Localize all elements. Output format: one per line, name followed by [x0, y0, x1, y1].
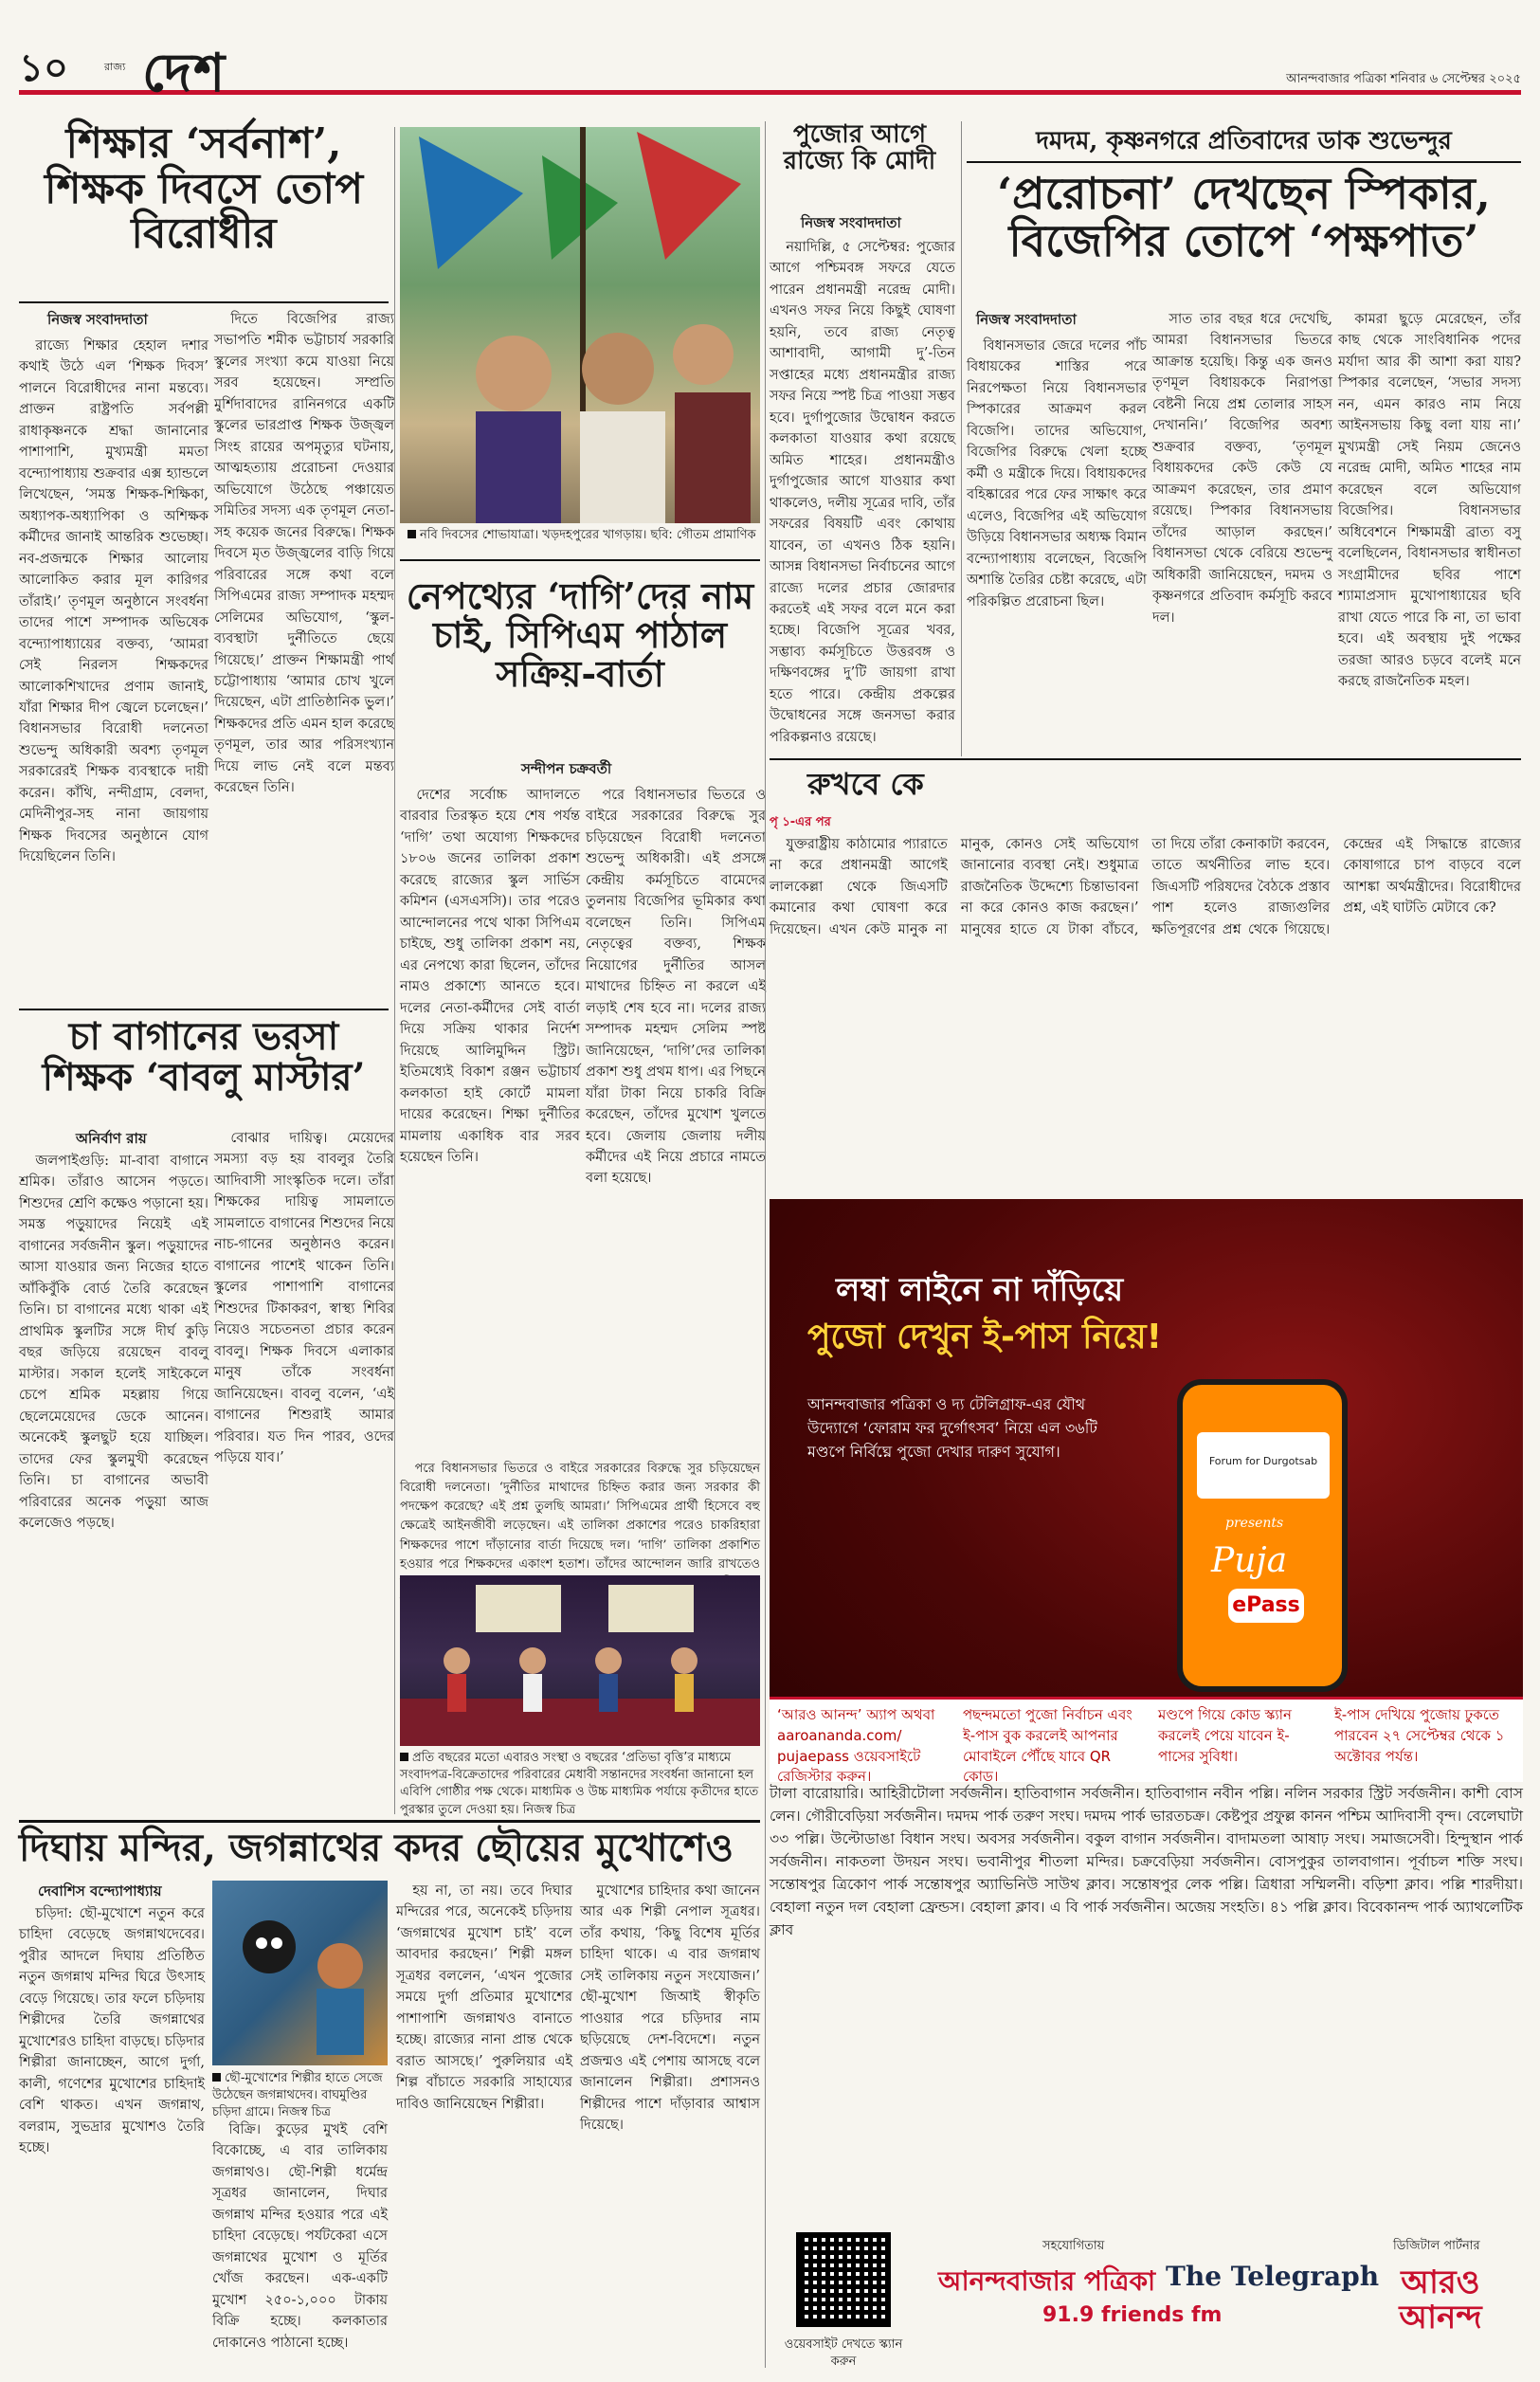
- article-body: [214, 309, 394, 1004]
- article-text: সাত তার বছর ধরে দেখেছি, আমরা বিধানসভার ভিতরে আক্রান্ত হয়েছি। কিন্তু এক জনও তৃণমূল বিধায়ককে নিরাপত্তা বেষ্টনী নিয়ে প্রশ্ন তোলার সাহস দেখাননি।’ বিজেপির অবশ্য শুক্রবার বক্তব্য, ‘তৃণমূল বিধায়কদের কেউ কেউ যে আক্রমণ করেছেন, তার প্রমাণ রয়েছে। স্পিকার বিধানসভায় তাঁদের আড়াল করছেন।’ বিধানসভা থেকে বেরিয়ে শুভেন্দু অধিকারী জানিয়েছেন, দমদম ও কৃষ্ণনগরে প্রতিবাদ কর্মসূচি করবে দল।: [1152, 312, 1332, 626]
- pandal-list: টালা বারোয়ারি। আহিরীটোলা সর্বজনীন। হাতিবাগান সর্বজনীন। হাতিবাগান নবীন পল্লি। নলিন সরকার স্ট্রিট সর্বজনীন। কাশী বোস লেন। গৌরীবেড়িয়া সর্বজনীন। দমদম পার্ক তরুণ সংঘ। দমদম পার্ক ভারতচক্র। কেষ্টপুর প্রফুল্ল কানন পশ্চিম আদিবাসী বৃন্দ। বেলেঘাটা ৩৩ পল্লি। উল্টোডাঙা বিধান সংঘ। অবসর সর্বজনীন। বকুল বাগান সর্বজনীন। বাদামতলা আষাঢ় সংঘ। সমাজসেবী। হিন্দুস্থান পার্ক সর্বজনীন। নাকতলা উদয়ন সংঘ। ভবানীপুর শীতলা মন্দির। চক্রবেড়িয়া সর্বজনীন। বোসপুকুর তালবাগান। পূর্বাচল শক্তি সংঘ। সন্তোষপুর ত্রিকোণ পার্ক সন্তোষপুর অ্যাভিনিউ সাউথ ক্লাব। সন্তোষপুর লেক পল্লি। ত্রিধারা সম্মিলনী। বড়িশা ক্লাব। পল্লি শারদীয়া। বেহালা নতুন দল বেহালা ফ্রেন্ডস। বেহালা ক্লাব। এ বি পার্ক সর্বজনীন। অজেয় সংহতি। ৪১ পল্লি ক্লাব। বিবেকানন্দ পার্ক অ্যাথলেটিক ক্লাব: [770, 1785, 1523, 1939]
- headline-speaker: ‘প্ররোচনা’ দেখছেন স্পিকার, বিজেপির তোপে ‘পক্ষপাত’: [997, 168, 1491, 266]
- article-body: [580, 1881, 760, 2368]
- mask-illustration: [212, 1881, 388, 2065]
- article-text: মুখোশের চাহিদার কথা জানেন আর এক শিল্পী নেপাল সূত্রধর। তাঁর কথায়, ‘কিছু বিশেষ মূর্তির চাহিদা থাকে। এ বার জগন্নাথ সেই তালিকায় নতুন সংযোজন।’ ছৌ-মুখোশ জিআই স্বীকৃতি পাওয়ার পরে চড়িদার নাম ছড়িয়েছে দেশ-বিদেশে। নতুন প্রজন্মও এই পেশায় আসছে বলে জানালেন শিল্পীরা। প্রশাসনও শিল্পীদের পাশে দাঁড়াবার আশ্বাস দিয়েছে।: [580, 1883, 760, 2134]
- article-body: [19, 336, 208, 1004]
- column-rule: [394, 127, 395, 1814]
- digital-partner-label: ডিজিটাল পার্টনার: [1393, 2239, 1480, 2253]
- award-illustration: [400, 1575, 760, 1746]
- article-body: [212, 2119, 388, 2368]
- page-number: ১০: [19, 45, 68, 90]
- byline: নিজস্ব সংবাদদাতা: [801, 214, 901, 231]
- byline: সন্দীপন চক্রবর্তী: [521, 760, 612, 777]
- article-text: নয়াদিল্লি, ৫ সেপ্টেম্বর: পুজোর আগে পশ্চিমবঙ্গ সফরে যেতে পারেন প্রধানমন্ত্রী নরেন্দ্র মোদী। এখনও সফর নিয়ে কিছুই ঘোষণা হয়নি, তবে রাজ্য নেতৃত্ব আশাবাদী, আগামী দু’-তিন সপ্তাহের মধ্যে প্রধানমন্ত্রীর রাজ্য সফর নিয়ে স্পষ্ট চিত্র পাওয়া সম্ভব হবে। দুর্গাপুজোর উদ্বোধন করতে কলকাতা যাওয়ার কথা রয়েছে অমিত শাহের। প্রধানমন্ত্রীও দুর্গাপুজোর আগে যাওয়ার কথা থাকলেও, দলীয় সূত্রের দাবি, তাঁর সফরের বিষয়টি এবং কোথায় যাবেন, তা এখনও ঠিক হয়নি। আসন্ন বিধানসভা নির্বাচনের আগে রাজ্যে দলের প্রচার জোরদার করতেই এই সফর বলে মনে করা হচ্ছে। বিজেপি সূত্রের খবর, সম্ভাব্য কর্মসূচিতে উত্তরবঙ্গ ও দক্ষিণবঙ্গের দু’টি জায়গা রাখা হতে পারে। কেন্দ্রীয় প্রকল্পের উদ্বোধনের সঙ্গে জনসভা করার পরিকল্পনাও রয়েছে।: [770, 240, 955, 745]
- section-prefix: রাজ্য: [104, 61, 126, 73]
- sponsor-friends-fm-logo: 91.9 friends fm: [1042, 2303, 1223, 2327]
- article-text: পরে বিধানসভার ভিতরে ও বাইরে সরকারের বিরুদ্ধে সুর চড়িয়েছেন বিরোধী দলনেতা শুভেন্দু অধিকারী। এই প্রসঙ্গে কেন্দ্রীয় কর্মসূচিতে বামেদের তুলনায় বিজেপির ভূমিকার কথা বলেছেন তিনি। সিপিএম নেতৃত্বের বক্তব্য, শিক্ষক নিয়োগের দুর্নীতির আসল মাথাদের চিহ্নিত না করলে এই লড়াই শেষ হবে না। দলের রাজ্য সম্পাদক মহম্মদ সেলিম স্পষ্ট জানিয়েছেন, ‘দাগি’দের তালিকা প্রকাশ শুধু প্রথম ধাপ। এর পিছনে যাঁরা টাকা নিয়ে চাকরি বিক্রি করেছেন, তাঁদের মুখোশ খুলতে হবে। জেলায় জেলায় দলীয় কর্মীদের এই নিয়ে প্রচারে নামতে বলা হয়েছে।: [586, 788, 766, 1187]
- article-body: [400, 1460, 760, 1572]
- ad-step: পছন্দমতো পুজো নির্বাচন এবং ই-পাস বুক করলেই আপনার মোবাইলে পৌঁছে যাবে QR কোড।: [963, 1706, 1132, 1786]
- caption-text: ছৌ-মুখোশের শিল্পীর হাতে সেজে উঠেছেন জগন্নাথদেব। বাঘমুণ্ডির চড়িদা গ্রামে। নিজস্ব চিত্র: [212, 2071, 383, 2120]
- article-text: বিধানসভার জেরে দলের পাঁচ বিধায়কের শাস্তির পরে নিরপেক্ষতা নিয়ে বিধানসভার স্পিকারের আক্রমণ করল বিজেপি। তাদের অভিযোগ, বিজেপির বিরুদ্ধে খেলা হচ্ছে কর্মী ও মন্ত্রীকে দিয়ে। বিধায়কদের বহিষ্কারের পরে ফের সাক্ষাৎ করে এলেও, বিজেপির এই অভিযোগ উড়িয়ে বিধানসভার অধ্যক্ষ বিমান বন্দ্যোপাধ্যায় বলেছেন, বিজেপি অশান্তি তৈরির চেষ্টা করেছে, এটা পরিকল্পিত প্ররোচনা ছিল।: [967, 338, 1147, 609]
- article-body: [770, 237, 955, 754]
- divider: [19, 1009, 389, 1010]
- column-rule: [961, 121, 962, 756]
- procession-illustration: [400, 127, 760, 523]
- article-text: যুক্তরাষ্ট্রীয় কাঠামোর প্যারাতে না করে প্রধানমন্ত্রী আগেই লালকেল্লা থেকে জিএসটি কমানোর কথা ঘোষণা করে দিয়েছেন। এখন কেউ মানুক না মানুক, কোনও সেই অভিযোগ জানানোর ব্যবস্থা নেই। শুধুমাত্র রাজনৈতিক উদ্দেশ্যে চিন্তাভাবনা না করে কোনও কাজ করছেন।’ মানুষের হাতে যে টাকা বাঁচবে, তা দিয়ে তাঁরা কেনাকাটা করবেন, তাতে অর্থনীতির লাভ হবে। জিএসটি পরিষদের বৈঠকে প্রস্তাব পাশ হলেও রাজ্যগুলির ক্ষতিপূরণের প্রশ্ন থেকে গিয়েছে। কেন্দ্রের এই সিদ্ধান্তে রাজ্যের কোষাগারে চাপ বাড়বে বলে আশঙ্কা অর্থমন্ত্রীদের। বিরোধীদের প্রশ্ন, এই ঘাটতি মেটাবে কে?: [770, 837, 1521, 937]
- article-text: রাজ্যে শিক্ষার হেহাল দশার কথাই উঠে এল ‘শিক্ষক দিবস’ পালনে বিরোধীদের নানা মন্তব্যে। প্রাক্তন রাষ্ট্রপতি সর্বপল্লী রাধাকৃষ্ণনকে শ্রদ্ধা জানানোর পাশাপাশি, মুখ্যমন্ত্রী মমতা বন্দ্যোপাধ্যায় শুক্রবার এক্স হ্যান্ডলে লিখেছেন, ‘সমস্ত শিক্ষক-শিক্ষিকা, অধ্যাপক-অধ্যাপিকা ও অশিক্ষক কর্মীদের জানাই আন্তরিক শুভেচ্ছা। নব-প্রজন্মকে শিক্ষার আলোয় আলোকিত করার মূল কারিগর তাঁরাই।’ তৃণমূল অনুষ্ঠানে সংবর্ধনা তাদের পাশে সম্পাদক অভিষেক বন্দ্যোপাধ্যায়ের বক্তব্য, ‘আমরা সেই নিরলস শিক্ষকদের আলোকশিখাদের প্রণাম জানাই, যাঁরা শিক্ষার দীপ জ্বেলে চলেছেন।’ বিধানসভার বিরোধী দলনেতা শুভেন্দু অধিকারী অবশ্য তৃণমূল সরকারেরই শিক্ষক ব্যবস্থাকে দায়ী করেন। কাঁথি, নন্দীগ্রাম, বেলদা, মেদিনীপুর-সহ নানা জায়গায় শিক্ষক দিবসের অনুষ্ঠানে যোগ দিয়েছিলেন তিনি।: [19, 338, 208, 865]
- sponsor-telegraph-logo: The Telegraph: [1166, 2261, 1380, 2292]
- headline-babloo: চা বাগানের ভরসা শিক্ষক ‘বাবলু মাস্টার’: [42, 1014, 366, 1100]
- caption-bullet: [212, 2073, 221, 2082]
- article-text: হয় না, তা নয়। তবে দিঘার মন্দিরের পরে, অনেকেই চড়িদায় ‘জগন্নাথের মুখোশ চাই’ বলে আবদার করছেন।’ শিল্পী মঙ্গল সূত্রধর বললেন, ‘এখন পুজোর সময়ে দুর্গা প্রতিমার মুখোশের পাশাপাশি জগন্নাথও বানাতে হচ্ছে। রাজ্যের নানা প্রান্ত থেকে বরাত আসছে।’ পুরুলিয়ার এই শিল্প বাঁচাতে সরকারি সাহায্যের দাবিও জানিয়েছেন শিল্পীরা।: [396, 1883, 572, 2112]
- article-text: বোঝার দায়িত্ব। মেয়েদের সমস্যা বড় হয় বাবলুর তৈরি আদিবাসী সাংস্কৃতিক দলে। তাঁরা শিক্ষকের দায়িত্ব সামলাতে সামলাতে বাগানের শিশুদের নিয়ে নাচ-গানের অনুষ্ঠানও করেন। বাগানের পাশেই থাকেন তিনি। স্কুলের পাশাপাশি বাগানের শিশুদের টিকাকরণ, স্বাস্থ্য শিবির নিয়েও সচেতনতা প্রচার করেন বাবলু। শিক্ষক দিবসে এলাকার মানুষ তাঁকে সংবর্ধনা জানিয়েছেন। বাবলু বলেন, ‘এই বাগানের শিশুরাই আমার পরিবার। যত দিন পারব, ওদের পড়িয়ে যাব।’: [214, 1131, 394, 1466]
- brand-epass: ePass: [1228, 1589, 1304, 1623]
- award-photo: [400, 1575, 760, 1746]
- column-rule: [765, 121, 766, 2368]
- byline: নিজস্ব সংবাদদাতা: [47, 311, 148, 328]
- headline-teachers-day: শিক্ষার ‘সর্বনাশ’, শিক্ষক দিবসে তোপ বিরোধীর: [44, 119, 364, 259]
- caption-bullet: [408, 530, 416, 538]
- phone-mockup: [1177, 1379, 1348, 1692]
- divider: [19, 301, 389, 303]
- photo-caption: [408, 527, 758, 544]
- article-body: [1152, 309, 1332, 753]
- kicker: দমদম, কৃষ্ণনগরে প্রতিবাদের ডাক শুভেন্দুর: [1036, 127, 1452, 155]
- ad-step: ‘আরও আনন্দ’ অ্যাপ অথবা aaroananda.com/ pujaepass ওয়েবসাইটে রেজিস্টার করুন।: [777, 1706, 935, 1786]
- caption-bullet: [400, 1753, 408, 1761]
- article-body: [1338, 309, 1521, 753]
- headline-modi: পুজোর আগে রাজ্যে কি মোদী: [783, 120, 936, 176]
- divider: [770, 758, 1521, 760]
- ad-steps: [770, 1697, 1523, 1786]
- publication-date: আনন্দবাজার পত্রিকা শনিবার ৬ সেপ্টেম্বর ২০২৫: [1286, 72, 1521, 86]
- qr-caption: ওয়েবসাইট দেখতে স্ক্যান করুন: [784, 2337, 903, 2370]
- article-text: বিক্রি। কুড়ের মুখই বেশি বিকোচ্ছে, এ বার তালিকায় জগন্নাথও। ছৌ-শিল্পী ধর্মেন্দ্র সূত্রধর জানালেন, দিঘার জগন্নাথ মন্দির হওয়ার পরে এই চাহিদা বেড়েছে। পর্যটকেরা এসে জগন্নাথের মুখোশ ও মূর্তির খোঁজ করছেন। এক-একটি মুখোশ ২৫০-১,০০০ টাকায় বিক্রি হচ্ছে। কলকাতার দোকানেও পাঠানো হচ্ছে।: [212, 2122, 388, 2351]
- continued-label: পৃ ১-এর পর: [770, 815, 831, 829]
- article-body: [19, 1903, 205, 2368]
- divider: [19, 1820, 760, 1823]
- digital-partner-logo: আরও আনন্দ: [1399, 2264, 1482, 2337]
- article-text: জলপাইগুড়ি: মা-বাবা বাগানে শ্রমিক। তাঁরাও আসেন পড়তে। শিশুদের শ্রেণি কক্ষেও পড়ানো হয়। সমস্ত পড়ুয়াদের নিয়েই এই বাগানের সর্বজনীন স্কুল। পড়ুয়াদের আসা যাওয়ার জন্য নিজের হাতে আঁকিবুঁকি বোর্ড তৈরি করেছেন তিনি। চা বাগানের মধ্যে থাকা এই প্রাথমিক স্কুলটির সঙ্গে দীর্ঘ কুড়ি বছর জড়িয়ে রয়েছেন বাবলু মাস্টার। সকাল হলেই সাইকেলে চেপে শ্রমিক মহল্লায় গিয়ে ছেলেমেয়েদের ডেকে আনেন। অনেকেই স্কুলছুট হয়ে যাচ্ছিল। তাদের ফের স্কুলমুখী করেছেন তিনি। চা বাগানের অভাবী পরিবারের অনেক পড়ুয়া আজ কলেজেও পড়ছে।: [19, 1154, 208, 1531]
- caption-text: নবি দিবসের শোভাযাত্রা। খড়দহপুরের খাগড়ায়। ছবি: গৌতম প্রামাণিক: [420, 528, 756, 542]
- brand-puja: Puja: [1211, 1541, 1288, 1580]
- article-text: পরে বিধানসভার ভিতরে ও বাইরে সরকারের বিরুদ্ধে সুর চড়িয়েছেন বিরোধী দলনেতা। ‘দুর্নীতির মাথাদের চিহ্নিত করার জন্য সরকার কী পদক্ষেপ করেছে? এই প্রশ্ন তুলছি আমরা।’ সিপিএমের প্রার্থী হিসেবে বহু ক্ষেত্রেই আইনজীবী লড়েছেন। এই তালিকা প্রকাশের পরেও চাকরিহারা শিক্ষকদের পাশে দাঁড়ানোর বার্তা দিয়েছে দল। ‘দাগি’ তালিকা প্রকাশিত হওয়ার পরে শিক্ষকদের একাংশ হতাশ। তাঁদের আন্দোলন জারি রাখতেও: [400, 1462, 760, 1572]
- section-title: দেশ: [142, 42, 227, 104]
- article-body: [396, 1881, 572, 2368]
- byline: অনির্বাণ রায়: [76, 1130, 147, 1147]
- photo-caption: [212, 2070, 388, 2122]
- headline-cpm: নেপথ্যের ‘দাগি’দের নাম চাই, সিপিএম পাঠাল সক্রিয়-বার্তা: [406, 574, 754, 696]
- divider: [967, 161, 1521, 163]
- procession-photo: [400, 127, 760, 523]
- ad-headline: লম্বা লাইনে না দাঁড়িয়ে: [836, 1271, 1124, 1309]
- ad-body: আনন্দবাজার পত্রিকা ও দ্য টেলিগ্রাফ-এর যৌথ উদ্যোগে ‘ফোরাম ফর দুর্গোৎসব’ নিয়ে এল ৩৬টি মণ্ডপে নির্বিঘ্নে পুজো দেখার দারুণ সুযোগ।: [807, 1395, 1097, 1461]
- ad-step: মণ্ডপে গিয়ে কোড স্ক্যান করলেই পেয়ে যাবেন ই-পাসের সুবিধা।: [1158, 1706, 1292, 1765]
- article-text: দেশের সর্বোচ্চ আদালতে বারবার তিরস্কৃত হয়ে শেষ পর্যন্ত ‘দাগি’ তথা অযোগ্য শিক্ষকদের ১৮০৬ জনের তালিকা প্রকাশ করেছে রাজ্যের স্কুল সার্ভিস কমিশন (এসএসসি)। তার পরেও আন্দোলনের পথে থাকা সিপিএম চাইছে, শুধু তালিকা প্রকাশ নয়, এর নেপথ্যে কারা ছিলেন, তাঁদের নামও প্রকাশ্যে আনতে হবে। দলের নেতা-কর্মীদের সেই বার্তা দিয়ে সক্রিয় থাকার নির্দেশ দিয়েছে আলিমুদ্দিন স্ট্রিট। ইতিমধ্যেই বিকাশ রঞ্জন ভট্টাচার্য কলকাতা হাই কোর্টে মামলা দায়ের করেছেন। শিক্ষা দুর্নীতির মামলায় একাধিক বার সরব হয়েছেন তিনি।: [400, 788, 580, 1165]
- article-text: চড়িদা: ছৌ-মুখোশে নতুন করে চাহিদা বেড়েছে জগন্নাথদেবের। পুরীর আদলে দিঘায় প্রতিষ্ঠিত নতুন জগন্নাথ মন্দির ঘিরে উৎসাহ বেড়ে গিয়েছে। তার ফলে চড়িদায় শিল্পীদের তৈরি জগন্নাথের মুখোশেরও চাহিদা বাড়ছে। চড়িদার শিল্পীরা জানাচ্ছেন, আগে দুর্গা, কালী, গণেশের মুখোশের চাহিদাই বেশি থাকত। এখন জগন্নাথ, বলরাম, সুভদ্রার মুখোশও তৈরি হচ্ছে।: [19, 1906, 205, 2156]
- article-body: [770, 834, 1521, 1194]
- qr-code[interactable]: [796, 2232, 891, 2327]
- puja-epass-advertisement[interactable]: [770, 1199, 1523, 1786]
- masthead: [19, 38, 1521, 104]
- article-body: [214, 1128, 394, 1596]
- divider: [400, 559, 760, 561]
- cooperation-label: সহযোগিতায়: [1042, 2239, 1105, 2253]
- forum-badge: Forum for Durgotsab: [1197, 1432, 1330, 1499]
- byline: দেবাশিস বন্দ্যোপাধ্যায়: [38, 1882, 162, 1900]
- presents-label: presents: [1225, 1516, 1284, 1531]
- headline-digha: দিঘায় মন্দির, জগন্নাথের কদর ছৌয়ের মুখোশেও: [19, 1826, 734, 1870]
- ad-step: ই-পাস দেখিয়ে পুজোয় ঢুকতে পারবেন ২৭ সেপ্টেম্বর থেকে ১ অক্টোবর পর্যন্ত।: [1334, 1706, 1505, 1765]
- sponsor-anandabazar-logo: আনন্দবাজার পত্রিকা: [938, 2265, 1156, 2297]
- headline-rukhbe: রুখবে কে: [807, 766, 924, 802]
- article-text: দিতে বিজেপির রাজ্য সভাপতি শমীক ভট্টাচার্য সরকারি স্কুলের সংখ্যা কমে যাওয়া নিয়ে সরব হয়েছেন। সম্প্রতি মুর্শিদাবাদের রানিনগরে একটি স্কুলের ভারপ্রাপ্ত শিক্ষক উজ্জ্বল সিংহ রায়ের অপমৃত্যুর ঘটনায়, আত্মহত্যায় প্ররোচনা দেওয়ার অভিযোগে উঠেছে পঞ্চায়েত সমিতির সদস্য এক তৃণমূল নেতা-সহ কয়েক জনের বিরুদ্ধে। শিক্ষক দিবসে মৃত উজ্জ্বলের বাড়ি গিয়ে পরিবারের সঙ্গে কথা বলে সিপিএমের রাজ্য সম্পাদক মহম্মদ সেলিমের অভিযোগ, ‘স্কুল-ব্যবস্থাটা দুর্নীতিতে ছেয়ে গিয়েছে।’ প্রাক্তন শিক্ষামন্ত্রী পার্থ চট্টোপাধ্যায় ‘আমার চোখ খুলে দিয়েছেন, এটা প্রাতিষ্ঠানিক ভুল।’ শিক্ষকদের প্রতি এমন হাল করেছে তৃণমূল, তার আর পরিসংখ্যান দিয়ে লাভ নেই বলে মন্তব্য করেছেন তিনি।: [214, 312, 394, 796]
- article-body: [400, 785, 580, 1572]
- caption-text: প্রতি বছরের মতো এবারও সংস্থা ও বছরের ‘প্রতিভা বৃত্তি’র মাধ্যমে সংবাদপত্র-বিক্রেতাদের পরিবারের মেধাবী সন্তানদের সংবর্ধনা জানানো হল এবিপি গোষ্ঠীর পক্ষ থেকে। মাধ্যমিক ও উচ্চ মাধ্যমিক পর্যায়ে কৃতীদের হাতে পুরস্কার তুলে দেওয়া হয়। নিজস্ব চিত্র: [400, 1751, 759, 1817]
- mask-artisan-photo: [212, 1881, 388, 2065]
- article-body: [19, 1151, 208, 1596]
- photo-caption: [400, 1750, 760, 1819]
- byline: নিজস্ব সংবাদদাতা: [976, 311, 1077, 328]
- article-body: [586, 785, 766, 1572]
- article-text: কামরা ছুড়ে মেরেছেন, তাঁর কাছ থেকে সাংবিধানিক পদের মর্যাদা আর কী আশা করা যায়? স্পিকার বলেছেন, ‘সভার সদস্য নন, এমন কারও নাম নিয়ে আইনসভায় কিছু বলা যায় না।’ মুখ্যমন্ত্রী সেই নিয়ম জেনেও নরেন্দ্র মোদী, অমিত শাহের নাম করেছেন বলে অভিযোগ বিজেপির। বিধানসভার অধিবেশনে শিক্ষামন্ত্রী ব্রাত্য বসু বলেছিলেন, বিধানসভার স্বাধীনতা সংগ্রামীদের ছবির পাশে শ্যামাপ্রসাদ মুখোপাধ্যায়ের ছবি রাখা যেতে পারে কি না, তা ভাবা হবে। এই অবস্থায় দুই পক্ষের তরজা আরও চড়বে বলেই মনে করছে রাজনৈতিক মহল।: [1338, 312, 1521, 689]
- article-body: [967, 336, 1147, 753]
- ad-subheadline: পুজো দেখুন ই-পাস নিয়ে!: [807, 1318, 1162, 1356]
